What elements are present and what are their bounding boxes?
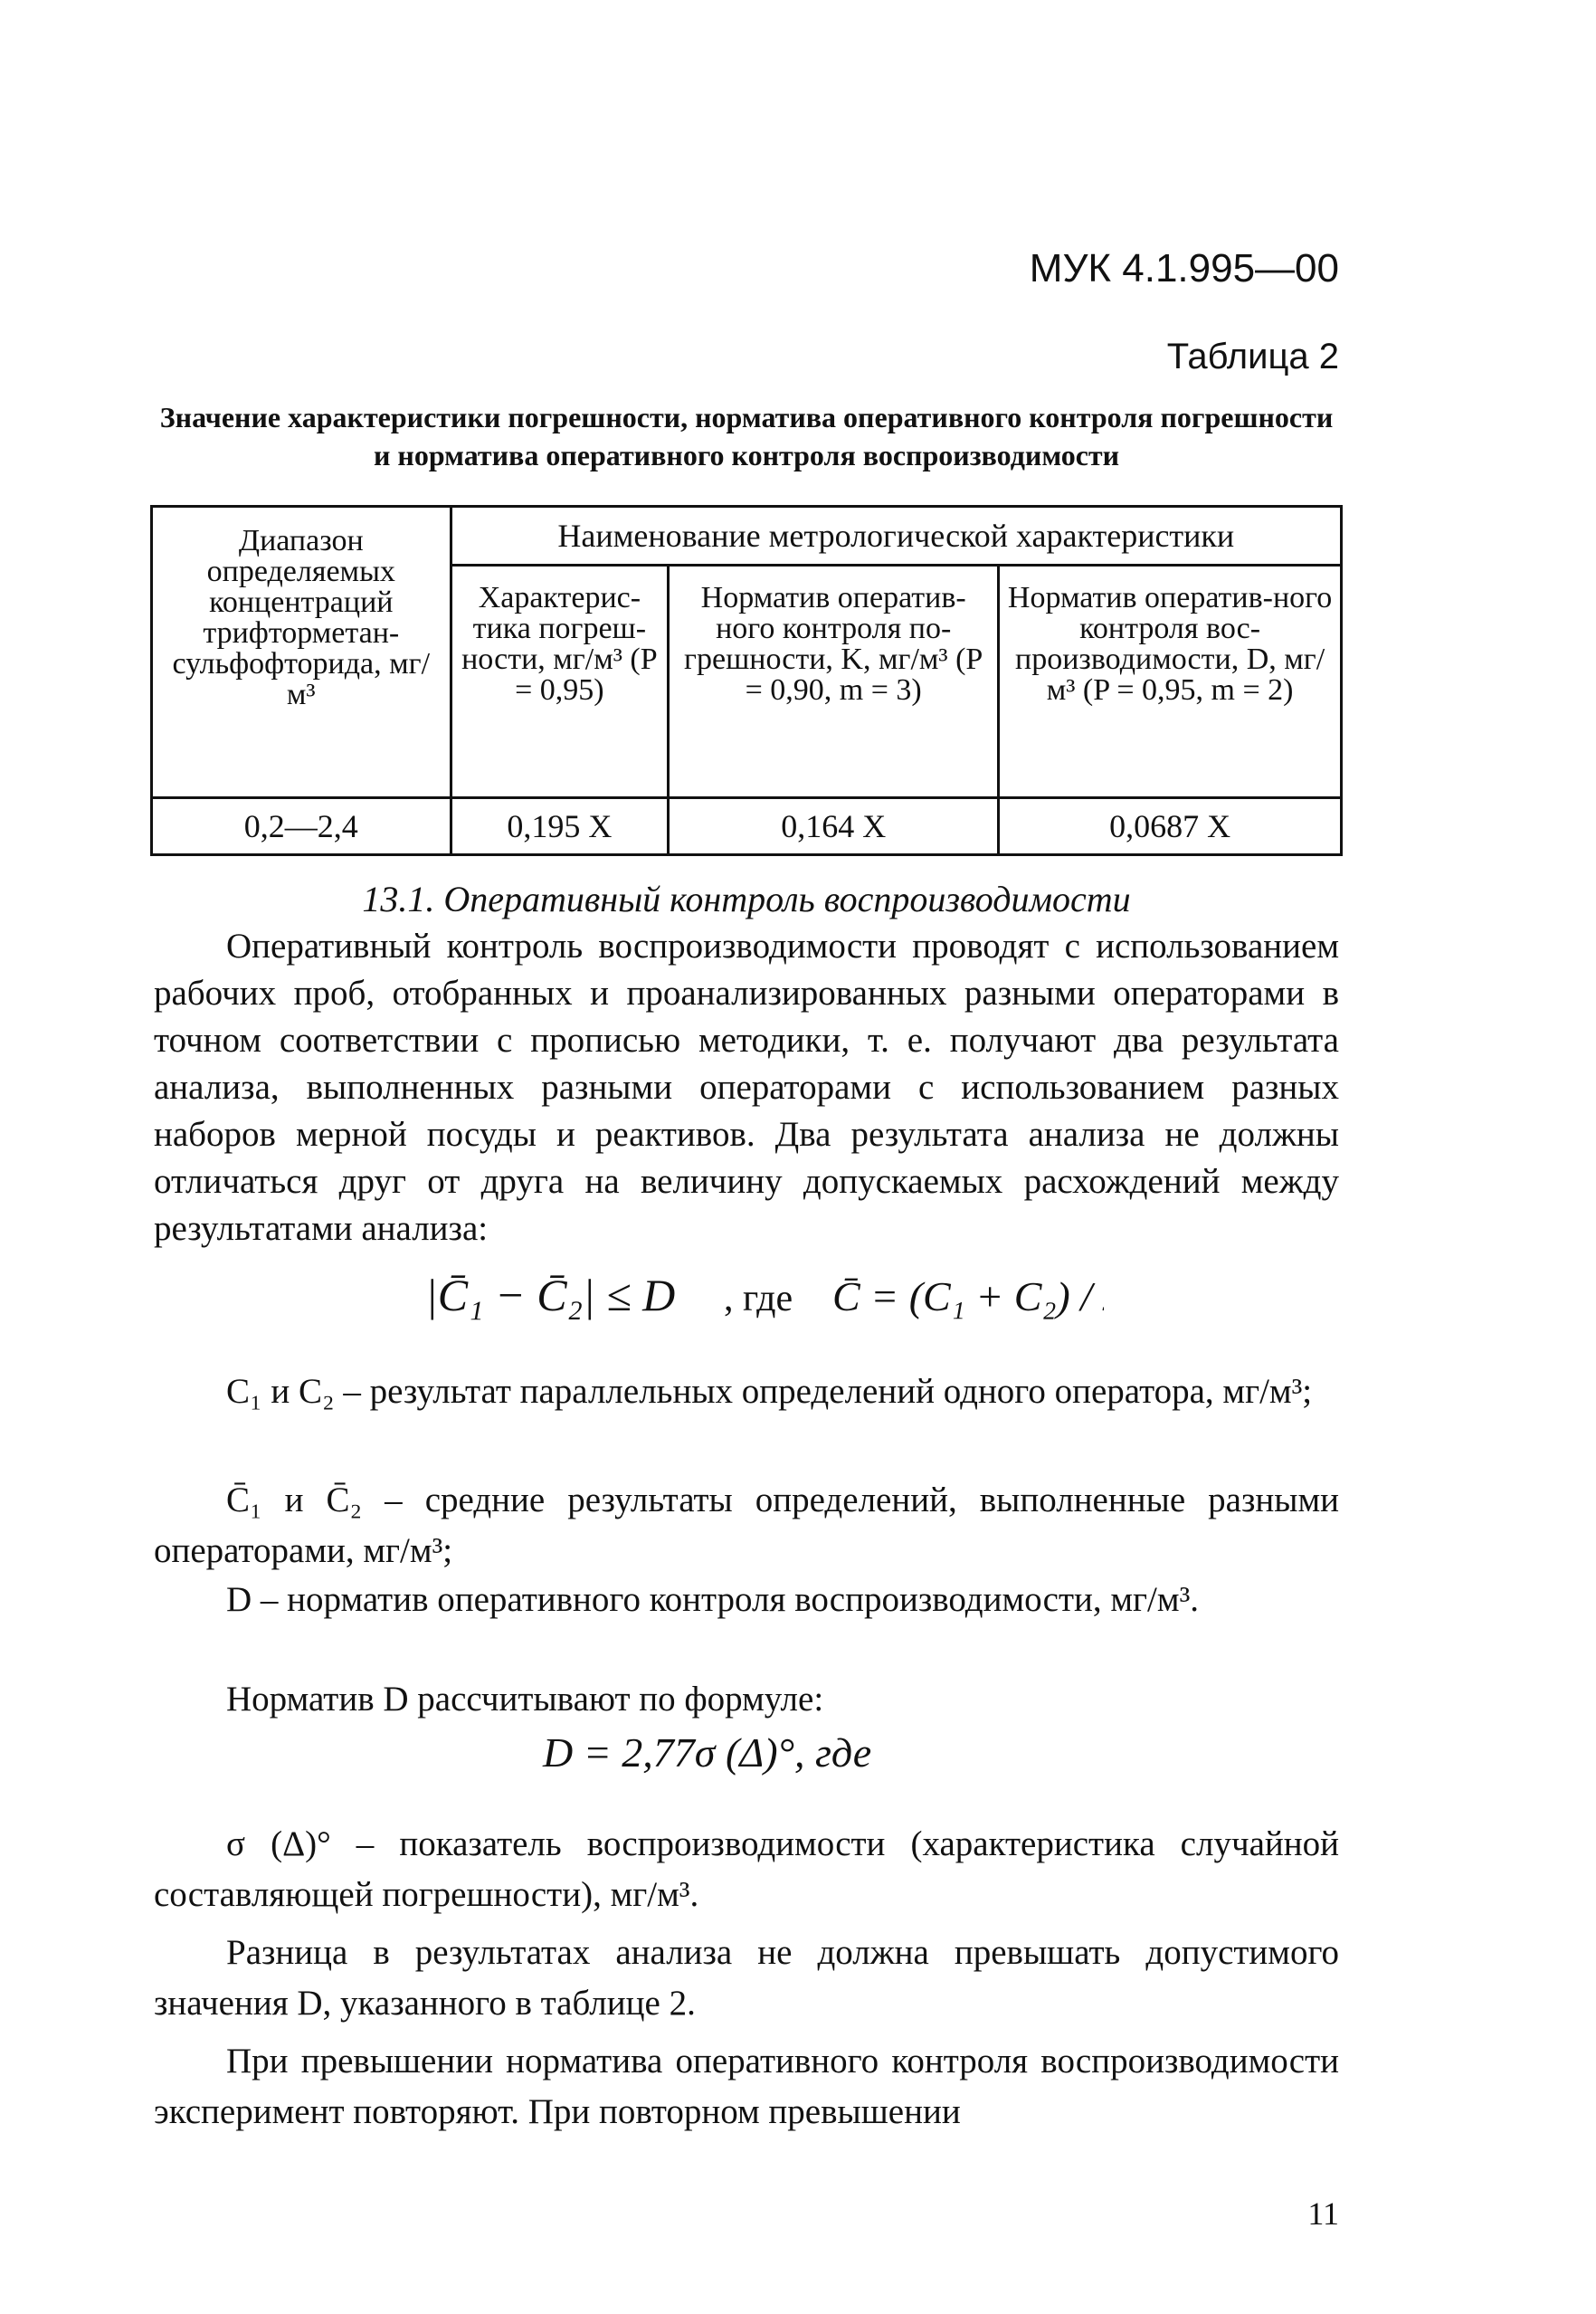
tail-paragraph-difference: Разница в результатах анализа не должна превышать допустимого значения D, указанного в таблице 2. <box>154 1933 1339 2023</box>
formula-rhs: C̄ = (C₁ + C₂) / 2 <box>832 1273 1104 1319</box>
table-label: Таблица 2 <box>1166 337 1339 376</box>
table-cell-error-norm: 0,164 X <box>669 798 999 855</box>
table-cell-repro-norm: 0,0687 X <box>999 798 1342 855</box>
subheader-error-norm: Норматив оператив-ного контроля по-грешности, K, мг/м³ (P = 0,90, m = 3) <box>669 566 999 798</box>
document-code: МУК 4.1.995—00 <box>1029 246 1339 290</box>
page-number: 11 <box>1307 2195 1339 2232</box>
formula-d: D = 2,77σ (Δ)°, где <box>543 1729 872 1776</box>
formula-lhs: |C̄₁ − C̄₂| ≤ D <box>425 1270 676 1320</box>
definition-c1-c2: C₁ и C₂ – результат параллельных определений одного оператора, мг/м³; <box>226 1372 1313 1411</box>
table-cell-range: 0,2—2,4 <box>152 798 451 855</box>
definition-c-mean: C̄₁ и C̄₂ – средние результаты определений, выполненные разными операторами, мг/м³; <box>154 1481 1339 1570</box>
table-cell-error: 0,195 X <box>451 798 669 855</box>
metrology-table <box>150 505 1343 856</box>
definition-d-formula-intro: Норматив D рассчитывают по формуле: <box>226 1680 824 1719</box>
group-header: Наименование метрологической характеристики <box>451 507 1341 566</box>
section-heading: 13.1. Оперативный контроль воспроизводимости <box>362 879 1131 919</box>
tail-paragraph-sigma: σ (Δ)° – показатель воспроизводимости (характеристика случайной составляющей погрешности), мг/м³. <box>154 1824 1339 1914</box>
formula-where: , где <box>724 1278 793 1319</box>
formula-reproducibility <box>416 1249 1104 1348</box>
subheader-error: Характерис-тика погреш-ности, мг/м³ (P = 0,95) <box>451 566 669 798</box>
table-title: Значение характеристики погрешности, норматива оперативного контроля погрешности и норматива оперативного контроля воспроизводимости <box>159 401 1334 471</box>
tail-paragraph-repeat: При превышении норматива оперативного контроля воспроизводимости эксперимент повторяют. При повторном превышении <box>154 2042 1339 2131</box>
subheader-repro-norm: Норматив оператив-ного контроля вос-производимости, D, мг/м³ (P = 0,95, m = 2) <box>999 566 1342 798</box>
range-header: Диапазон определяемых концентраций трифторметан-сульфофторида, мг/м³ <box>152 507 451 798</box>
section-paragraph: Оперативный контроль воспроизводимости проводят с использованием рабочих проб, отобранных и проанализированных разными операторами в точном соответствии с прописью методики, т. е. получают два результата анализа, выполненных разными операторами с использованием разных наборов мерной посуды и реактивов. Два результата анализа не должны отличаться друг от друга на величину допускаемых расхождений между результатами анализа: <box>154 927 1339 1248</box>
table-row <box>152 798 1342 855</box>
definition-d: D – норматив оперативного контроля воспроизводимости, мг/м³. <box>226 1580 1200 1619</box>
